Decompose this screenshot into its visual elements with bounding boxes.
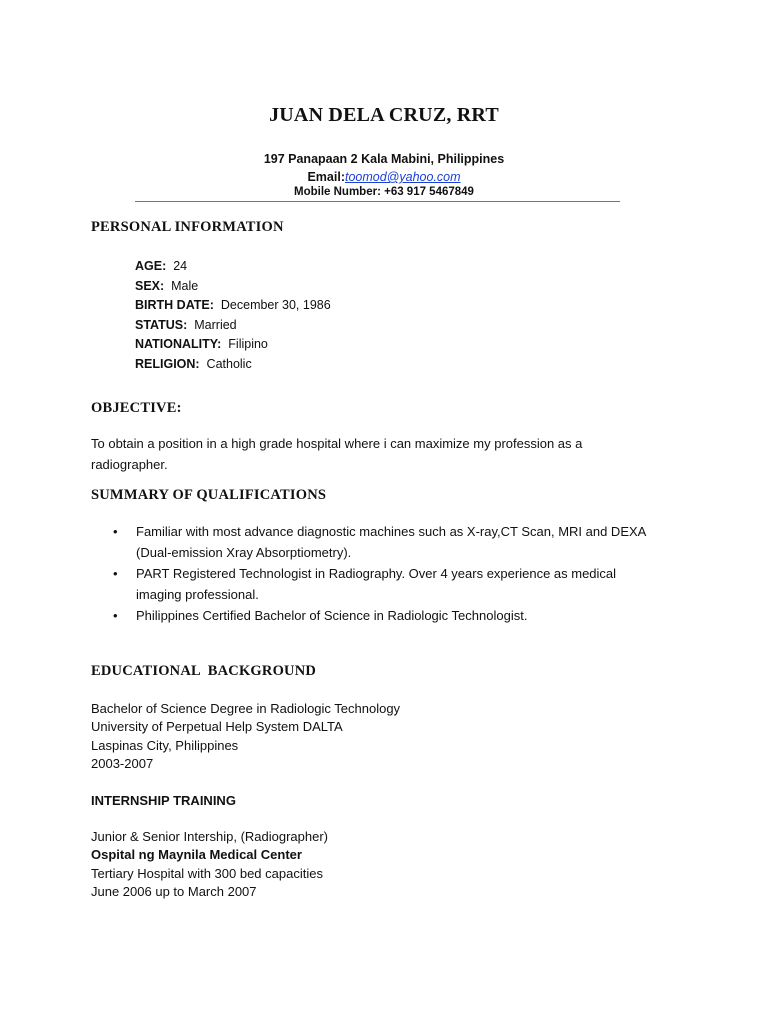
personal-info-status [135, 316, 331, 336]
field-value: 24 [173, 259, 188, 273]
education-years: 2003-2007 [91, 755, 154, 771]
bullet-icon: • [113, 524, 118, 539]
field-value: December 30, 1986 [220, 298, 331, 313]
internship-details [91, 828, 328, 901]
mobile-number: Mobile Number: +63 917 5467849 [294, 186, 474, 198]
applicant-name: JUAN DELA CRUZ, RRT [269, 104, 499, 126]
objective-heading: OBJECTIVE: [91, 400, 182, 416]
field-value: Filipino [228, 337, 268, 352]
address: 197 Panapaan 2 Kala Mabini, Philippines [263, 152, 505, 166]
education-details [91, 700, 400, 773]
personal-info-age [135, 257, 331, 277]
email-line [0, 170, 768, 184]
field-label: AGE: [135, 259, 167, 273]
personal-info-sex [135, 277, 331, 297]
personal-info-heading: PERSONAL INFORMATION [91, 219, 284, 235]
field-value: Male [171, 278, 199, 293]
personal-info-religion [135, 355, 331, 375]
email-label: Email: [307, 170, 345, 184]
field-label: NATIONALITY: [135, 337, 222, 352]
objective-line: To obtain a position in a high grade hospital where i can maximize my profession as a [91, 436, 583, 451]
internship-role: Junior & Senior Intership, (Radiographer) [91, 829, 329, 844]
education-location: Laspinas City, Philippines [91, 737, 239, 753]
objective-line: radiographer. [91, 456, 168, 472]
field-label: STATUS: [135, 317, 188, 332]
email-link[interactable]: toomod@yahoo.com [344, 170, 461, 184]
personal-info-nationality [135, 335, 331, 355]
field-value: Catholic [206, 356, 252, 371]
personal-info-birth-date [135, 296, 331, 316]
header-divider [135, 201, 620, 202]
list-item-text: (Dual-emission Xray Absorptiometry). [136, 545, 352, 560]
internship-heading: INTERNSHIP TRAINING [91, 793, 236, 808]
list-item [113, 521, 693, 563]
education-school: University of Perpetual Help System DALTA [91, 719, 343, 735]
summary-heading: SUMMARY OF QUALIFICATIONS [91, 487, 327, 503]
list-item [113, 563, 693, 605]
list-item-text: Philippines Certified Bachelor of Science in Radiologic Technologist. [136, 608, 528, 623]
bullet-icon: • [113, 608, 118, 623]
education-degree: Bachelor of Science Degree in Radiologic Technology [91, 701, 401, 716]
internship-description: Tertiary Hospital with 300 bed capacities [91, 865, 323, 881]
personal-info-list [135, 257, 331, 375]
internship-period: June 2006 up to March 2007 [91, 883, 257, 899]
field-label: SEX: [135, 278, 165, 293]
list-item-text: Familiar with most advance diagnostic machines such as X-ray,CT Scan, MRI and DEXA [136, 524, 647, 539]
field-value: Married [194, 317, 237, 332]
objective-text [91, 434, 651, 475]
internship-hospital: Ospital ng Maynila Medical Center [91, 847, 302, 863]
field-label: RELIGION: [135, 356, 200, 371]
field-label: BIRTH DATE: [135, 298, 214, 313]
list-item-text: PART Registered Technologist in Radiography. Over 4 years experience as medical [136, 566, 617, 581]
qualifications-list [113, 521, 693, 626]
education-heading: EDUCATIONAL BACKGROUND [91, 663, 317, 679]
list-item [113, 605, 693, 626]
bullet-icon: • [113, 566, 118, 581]
list-item-text: imaging professional. [136, 587, 259, 602]
